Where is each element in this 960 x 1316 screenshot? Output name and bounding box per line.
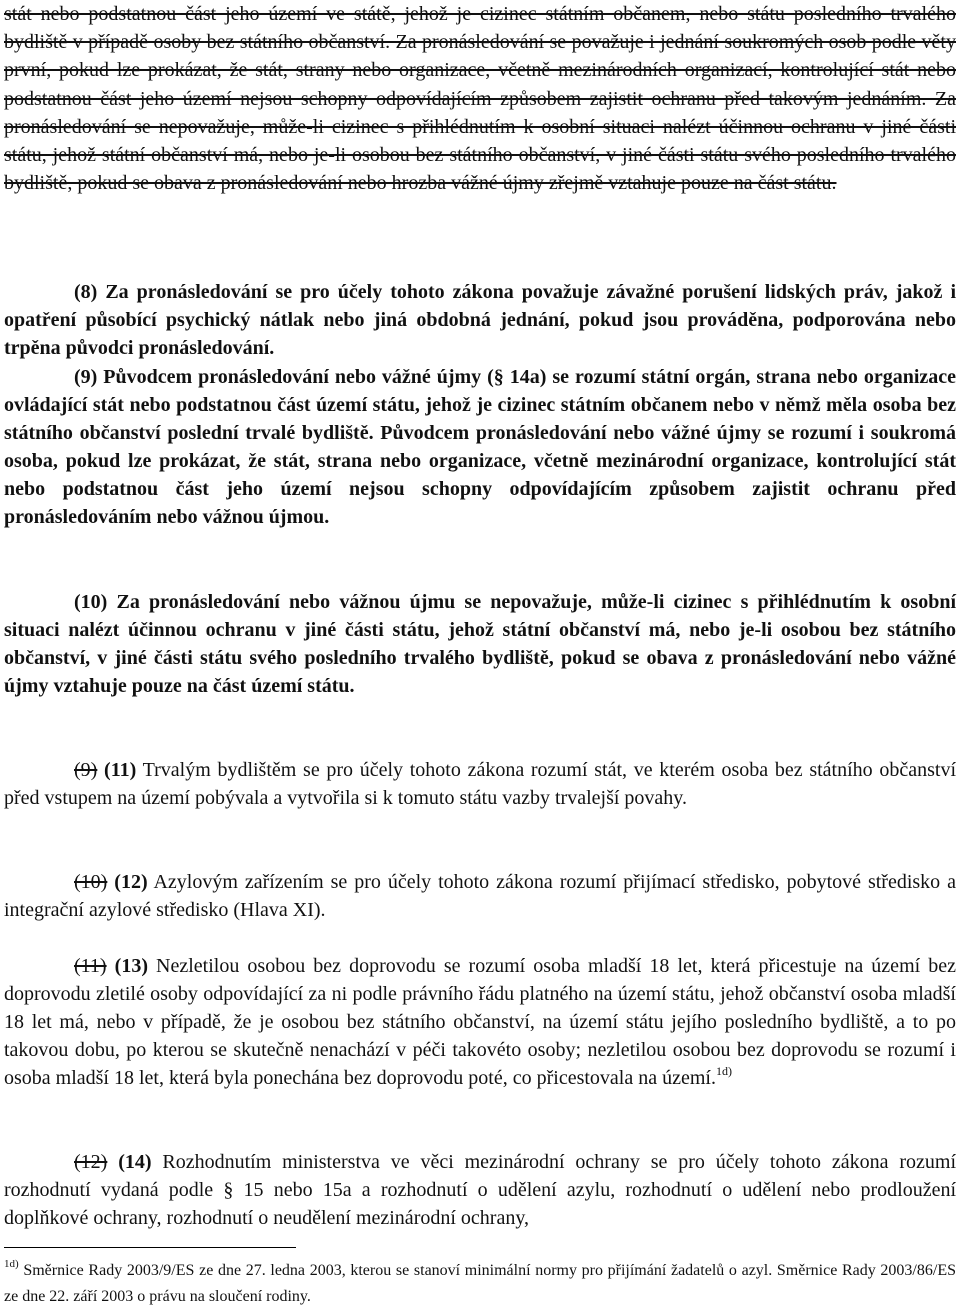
footnote-reference[interactable]: 1d): [715, 1064, 732, 1078]
footnote-separator: [4, 1247, 296, 1248]
paragraph-8: (8) Za pronásledování se pro účely tohoto zákona považuje závažné porušení lidských práv, jakož i opatření působící psychický nátlak nebo jiná obdobná jednání, pokud jsou prováděna, podporována nebo trpěna původci pronásledování.: [4, 281, 956, 359]
paragraph-11: [4, 756, 956, 812]
old-number: (11): [74, 955, 107, 977]
footnote-text: Směrnice Rady 2003/9/ES ze dne 27. ledna 2003, kterou se stanoví minimální normy pro přijímání žadatelů o azyl. Směrnice Rady 2003/86/ES ze dne 22. září 2003 o právu na sloučení rodiny.: [4, 1262, 956, 1305]
paragraph-13: [4, 952, 956, 1092]
old-number: (9): [74, 759, 98, 781]
new-number: (13): [114, 955, 148, 977]
new-number: (12): [114, 871, 148, 893]
old-number: (12): [74, 1151, 108, 1173]
paragraph-12: [4, 868, 956, 924]
new-number: (14): [118, 1151, 152, 1173]
paragraph-14: [4, 1148, 956, 1232]
paragraph-text: Trvalým bydlištěm se pro účely tohoto zákona rozumí stát, ve kterém osoba bez státního občanství před vstupem na území pobývala a vytvořila si k tomuto státu vazby trvalejší povahy.: [4, 759, 956, 809]
struck-paragraph: stát nebo podstatnou část jeho území ve státě, jehož je cizinec státním občanem, nebo státu posledního trvalého bydliště v případě osoby bez státního občanství. Za pronásledování se považuje i jednání soukromých osob podle věty první, pokud lze prokázat, že stát, strany nebo organizace, včetně mezinárodních organizací, kontrolující stát nebo podstatnou část jeho území nejsou schopny odpovídajícím způsobem zajistit ochranu před takovým jednáním. Za pronásledování se nepovažuje, může-li cizinec s přihlédnutím k osobní situaci nalézt účinnou ochranu v jiné části státu, jehož státní občanství má, nebo je-li osobou bez státního občanství, v jiné části státu svého posledního trvalého bydliště, pokud se obava z pronásledování nebo hrozba vážné újmy zřejmě vztahuje pouze na část státu.: [4, 3, 956, 195]
footnote: [4, 1258, 956, 1310]
paragraph-text: Nezletilou osobou bez doprovodu se rozumí osoba mladší 18 let, která přicestuje na území bez doprovodu zletilé osoby odpovídající za ni podle právního řádu platného na území státu, jehož občanství osoba mladší 18 let má, nebo v případě, že je osobou bez státního občanství, na území státu jejího posledního bydliště, a to po takovou dobu, po kterou se skutečně nenachází v péči takovéto osoby; nezletilou osobou bez doprovodu se rozumí i osoba mladší 18 let, která byla ponechána bez doprovodu poté, co přicestovala na území.: [4, 955, 956, 1089]
footnote-mark: 1d): [4, 1258, 19, 1270]
paragraph-text: Azylovým zařízením se pro účely tohoto zákona rozumí přijímací středisko, pobytové středisko a integrační azylové středisko (Hlava XI).: [4, 871, 957, 921]
paragraph-10: (10) Za pronásledování nebo vážnou újmu se nepovažuje, může-li cizinec s přihlédnutím k osobní situaci nalézt účinnou ochranu v jiné části státu, jehož státní občanství má, nebo je-li osobou bez státního občanství, v jiné části státu svého posledního trvalého bydliště, pokud se obava z pronásledování nebo vážné újmy vztahuje pouze na část území státu.: [4, 591, 956, 697]
paragraph-9: (9) Původcem pronásledování nebo vážné újmy (§ 14a) se rozumí státní orgán, strana nebo organizace ovládající stát nebo podstatnou část území státu, jehož je cizinec státním občanem nebo v němž měla osoba bez státního občanství poslední trvalé bydliště. Původcem pronásledování nebo vážné újmy se rozumí i soukromá osoba, pokud lze prokázat, že stát, strana nebo organizace, včetně mezinárodní organizace, kontrolující stát nebo podstatnou část jeho území nejsou schopny odpovídajícím způsobem zajistit ochranu před pronásledováním nebo vážnou újmou.: [4, 366, 956, 528]
new-number: (11): [104, 759, 137, 781]
old-number: (10): [74, 871, 108, 893]
paragraph-text: Rozhodnutím ministerstva ve věci mezinárodní ochrany se pro účely tohoto zákona rozumí rozhodnutí vydaná podle § 15 nebo 15a a rozhodnutí o udělení azylu, rozhodnutí o udělení nebo prodloužení doplňkové ochrany, rozhodnutí o neudělení mezinárodní ochrany,: [4, 1151, 956, 1229]
